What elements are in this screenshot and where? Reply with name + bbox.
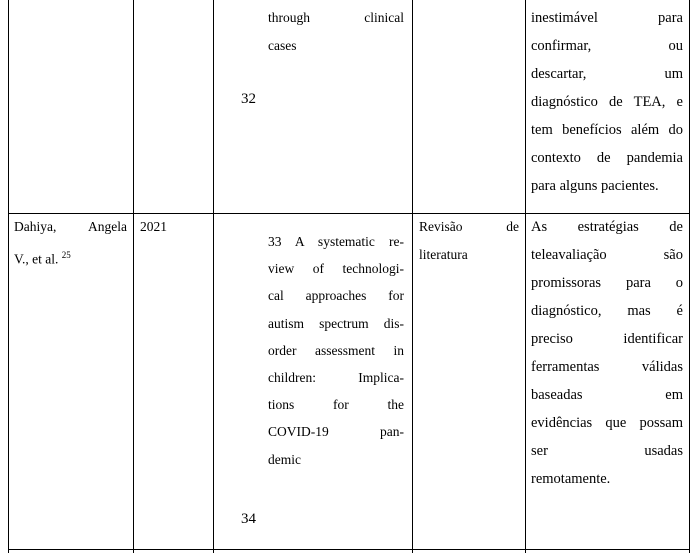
conclusion-line: inestimável para: [531, 10, 683, 26]
title-cell: [268, 228, 404, 473]
title-line: order assessment in: [268, 342, 404, 358]
design-line: Revisão de: [419, 219, 519, 234]
reference-superscript: 25: [61, 250, 71, 260]
title-line: 33 A systematic re-: [268, 234, 404, 249]
line-number: 34: [241, 511, 256, 527]
conclusion-line: promissoras para o: [531, 275, 683, 291]
conclusion-cell: [531, 213, 683, 493]
conclusion-line: remotamente.: [531, 471, 611, 487]
title-line: COVID-19 pan-: [268, 424, 404, 440]
conclusion-line: ferramentas válidas: [531, 359, 683, 375]
title-line: cases: [268, 38, 297, 53]
conclusion-line: para alguns pacientes.: [531, 178, 659, 194]
conclusion-line: confirmar, ou: [531, 38, 683, 54]
design-line: literatura: [419, 247, 468, 262]
conclusion-line: baseadas em: [531, 387, 683, 403]
design-cell: [419, 213, 519, 269]
conclusion-line: diagnóstico de TEA, e: [531, 94, 683, 110]
column-divider: [412, 0, 413, 553]
conclusion-line: ser usadas: [531, 443, 683, 459]
conclusion-line: tem benefícios além do: [531, 122, 683, 138]
title-cell: [268, 4, 404, 60]
conclusion-line: preciso identificar: [531, 331, 683, 347]
title-line: demic: [268, 451, 301, 467]
author-cell: [14, 213, 127, 269]
title-line: through clinical: [268, 10, 404, 25]
conclusion-cell: [531, 4, 683, 200]
author-line: [14, 241, 127, 269]
conclusion-line: descartar, um: [531, 66, 683, 82]
title-line: cal approaches for: [268, 288, 404, 304]
year-value: 2021: [140, 219, 167, 234]
conclusion-line: contexto de pandemia: [531, 150, 683, 166]
line-number: 32: [241, 91, 256, 107]
year-cell: [140, 213, 167, 241]
column-divider: [133, 0, 134, 553]
column-divider: [213, 0, 214, 553]
title-line: tions for the: [268, 397, 404, 413]
column-divider: [8, 0, 9, 553]
conclusion-line: diagnóstico, mas é: [531, 303, 683, 319]
column-divider: [525, 0, 526, 553]
conclusion-line: evidências que possam: [531, 415, 683, 431]
title-line: view of technologi-: [268, 261, 404, 277]
row-divider: [8, 549, 690, 550]
author-name: V., et al.: [14, 251, 59, 267]
conclusion-line: teleavaliação são: [531, 247, 683, 263]
title-line: children: Implica-: [268, 369, 404, 385]
conclusion-line: As estratégias de: [531, 219, 683, 235]
author-line: Dahiya, Angela: [14, 219, 127, 234]
column-divider: [689, 0, 690, 553]
title-line: autism spectrum dis-: [268, 315, 404, 331]
